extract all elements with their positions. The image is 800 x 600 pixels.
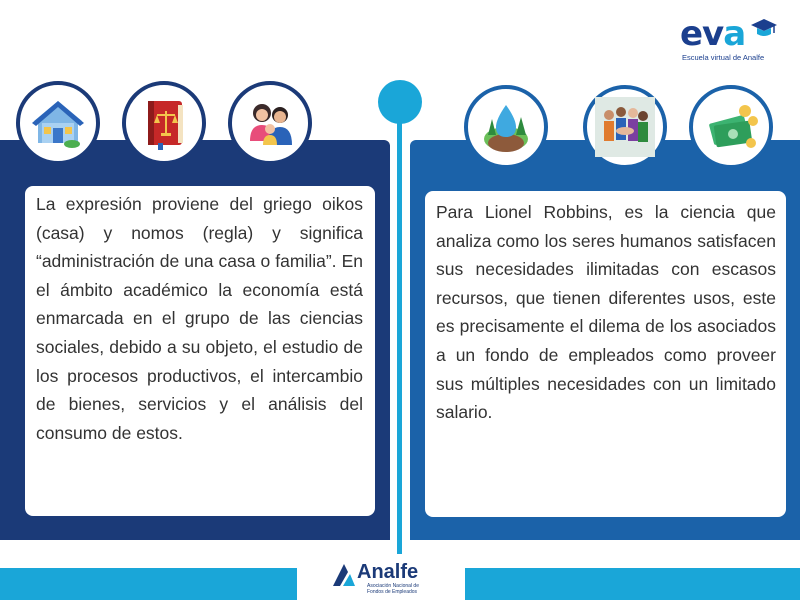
family-icon-circle <box>228 81 312 165</box>
eva-logo-wordmark <box>680 14 745 54</box>
timeline-line <box>397 118 402 554</box>
water-earth-icon <box>476 97 536 157</box>
eva-logo-ev: ev <box>680 14 724 54</box>
analfe-subtitle-line1: Asociación Nacional de <box>367 583 419 589</box>
teamwork-icon <box>595 97 655 157</box>
eva-logo-a: a <box>723 14 746 54</box>
analfe-wordmark: Analfe <box>357 561 419 583</box>
definition-text-card <box>25 186 375 516</box>
eva-logo-subtitle: Escuela virtual de Analfe <box>682 53 765 62</box>
footer-bar-right <box>465 568 800 600</box>
timeline-dot <box>378 80 422 124</box>
robbins-text-card <box>425 191 786 517</box>
eva-logo <box>680 14 780 64</box>
law-book-icon <box>134 93 194 153</box>
analfe-logo <box>331 558 441 598</box>
robbins-text: Para Lionel Robbins, es la ciencia que analiza como los seres humanos satisfacen sus necesidades ilimitadas con escasos recursos, que tienen diferentes usos, este es precisamente el dilema de los asociados a un fondo de empleados como proveer sus múltiples necesidades con un limitado salario. <box>436 202 776 423</box>
footer-bar-left <box>0 568 297 600</box>
house-icon <box>28 93 88 153</box>
money-icon <box>701 97 761 157</box>
graduation-cap-icon <box>750 16 778 44</box>
money-icon-circle <box>689 85 773 169</box>
analfe-mark-icon <box>331 562 357 588</box>
analfe-subtitle <box>367 583 419 595</box>
analfe-subtitle-line2: Fondos de Empleados <box>367 589 418 595</box>
house-icon-circle <box>16 81 100 165</box>
teamwork-icon-circle <box>583 85 667 169</box>
law-book-icon-circle <box>122 81 206 165</box>
water-earth-icon-circle <box>464 85 548 169</box>
family-icon <box>240 93 300 153</box>
definition-text: La expresión proviene del griego oikos (casa) y nomos (regla) y significa “administración de una casa o familia”. En el ámbito académico la economía está enmarcada en el grupo de las ciencias sociales, debido a su objeto, el estudio de los procesos productivos, el intercambio de bienes, servicios y el análisis del consumo de estos. <box>36 194 363 443</box>
